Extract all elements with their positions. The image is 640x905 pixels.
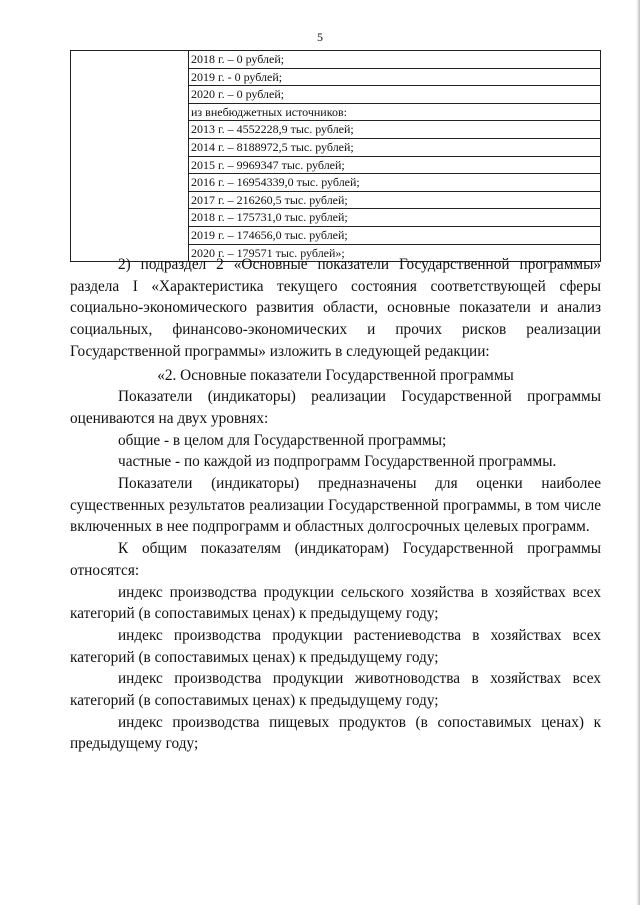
- table-line: 2013 г. – 4552228,9 тыс. рублей;: [189, 121, 600, 139]
- paragraph: частные - по каждой из подпрограмм Государственной программы.: [118, 453, 557, 471]
- table-line: 2015 г. – 9969347 тыс. рублей;: [189, 157, 600, 175]
- table-line: 2017 г. – 216260,5 тыс. рублей;: [189, 192, 600, 210]
- table-line: 2018 г. – 175731,0 тыс. рублей;: [189, 209, 600, 227]
- table-row: [71, 51, 601, 262]
- table-line: из внебюджетных источников:: [189, 104, 600, 122]
- paragraph: Показатели (индикаторы) реализации Государственной программы оцениваются на двух уровнях:: [70, 388, 601, 427]
- table-line: 2014 г. – 8188972,5 тыс. рублей;: [189, 139, 600, 157]
- table-line: 2016 г. – 16954339,0 тыс. рублей;: [189, 174, 600, 192]
- table-value-cell: [189, 51, 601, 262]
- page-number: 5: [317, 30, 323, 44]
- scan-edge: [636, 0, 640, 905]
- list-item: индекс производства пищевых продуктов (в сопоставимых ценах) к предыдущему году;: [70, 713, 601, 753]
- paragraph-amendment: 2) подраздел 2 «Основные показатели Государственной программы» раздела I «Характеристика текущего состояния соответствующей сферы социально-экономического развития области, основные показатели и анализ социальных, финансово-экономических и прочих рисков реализации Государственной программы» изложить в следующей редакции:: [70, 256, 601, 360]
- paragraph: К общим показателям (индикаторам) Государственной программы относятся:: [70, 540, 601, 579]
- funding-table: [70, 50, 601, 262]
- body-text: [70, 254, 601, 755]
- table-label-cell: [71, 51, 189, 262]
- list-item: индекс производства продукции растениеводства в хозяйствах всех категорий (в сопоставимых ценах) к предыдущему году;: [70, 626, 601, 666]
- list-item: индекс производства продукции животноводства в хозяйствах всех категорий (в сопоставимых ценах) к предыдущему году;: [70, 670, 601, 710]
- section-heading: «2. Основные показатели Государственной программы: [157, 366, 514, 384]
- list-item: индекс производства продукции сельского хозяйства в хозяйствах всех категорий (в сопоставимых ценах) к предыдущему году;: [70, 583, 601, 623]
- table-line: 2019 г. – 174656,0 тыс. рублей;: [189, 227, 600, 245]
- paragraph: общие - в целом для Государственной программы;: [118, 431, 447, 449]
- table-line: 2020 г. – 179571 тыс. рублей»;: [191, 245, 345, 260]
- paragraph: Показатели (индикаторы) предназначены для оценки наиболее существенных результатов реализации Государственной программы, в том числе включенных в нее подпрограмм и областных долгосрочных целевых программ.: [70, 475, 601, 536]
- table-line: 2018 г. – 0 рублей;: [189, 51, 600, 69]
- table-line: 2020 г. – 0 рублей;: [189, 86, 600, 104]
- table-line: 2019 г. - 0 рублей;: [189, 69, 600, 87]
